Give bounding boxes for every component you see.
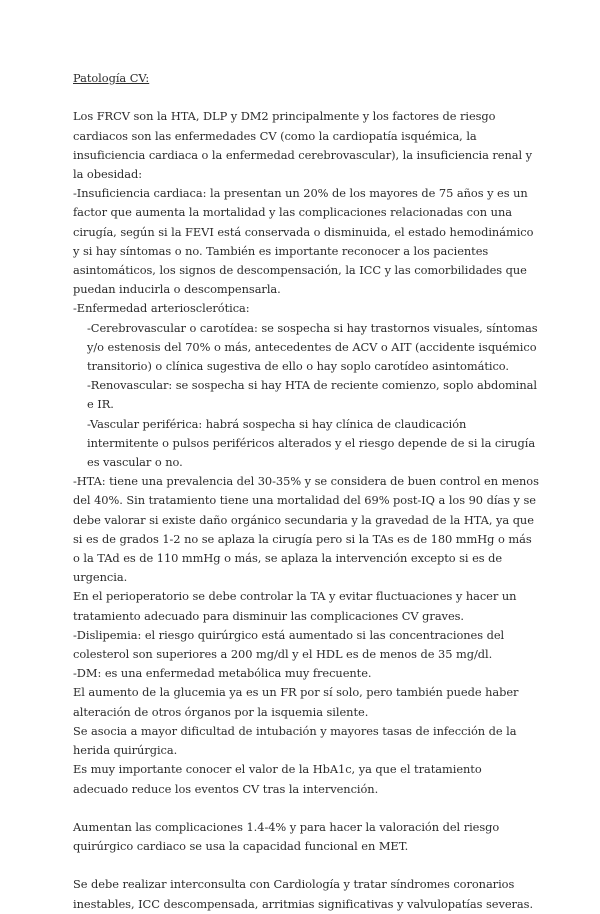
perioperatorio-paragraph: En el perioperatorio se debe controlar la TA y evitar fluctuaciones y hacer un tratamiento adecuado para disminuir las complicaciones CV graves. [73,589,517,623]
spacer [73,799,540,818]
enfermedad-arteriosclerotica-heading: -Enfermedad arteriosclerótica: [73,301,250,316]
insuficiencia-cardiaca-paragraph: -Insuficiencia cardiaca: la presentan un 20% de los mayores de 75 años y es un factor que aumenta la mortalidad y las complicaciones relacionadas con una cirugía, según si la FEVI está conservada o disminuida, el estado hemodinámico y si hay síntomas o no. También es importante reconocer a los pacientes asintomáticos, los signos de descompensación, la ICC y las comorbilidades que puedan inducirla o descompensarla. [73,186,534,297]
spacer [73,88,540,107]
hta-paragraph: -HTA: tiene una prevalencia del 30-35% y se considera de buen control en menos del 40%. Sin tratamiento tiene una mortalidad del 69% post-IQ a los 90 días y se debe valorar si existe daño orgánico secundaria y la gravedad de la HTA, ya que si es de grados 1-2 no se aplaza la cirugía pero si la TAs es de 180 mmHg o más o la TAd es de 110 mmHg o más, se aplaza la intervención excepto si es de urgencia. [73,474,539,585]
interconsulta-paragraph: Se debe realizar interconsulta con Cardiología y tratar síndromes coronarios inestables, ICC descompensada, arritmias significativas y valvulopatías severas. [73,877,534,911]
renovascular-paragraph: -Renovascular: se sospecha si hay HTA de reciente comienzo, soplo abdominal e IR. [87,378,537,412]
intro-paragraph: Los FRCV son la HTA, DLP y DM2 principalmente y los factores de riesgo cardiacos son las enfermedades CV (como la cardiopatía isquémica, la insuficiencia cardiaca o la enfermedad cerebrovascular), la insuficiencia renal y la obesidad: [73,109,533,181]
dislipemia-paragraph: -Dislipemia: el riesgo quirúrgico está aumentado si las concentraciones del colesterol son superiores a 200 mg/dl y el HDL es de menos de 35 mg/dl. [73,627,505,662]
dm-paragraph: -DM: es una enfermedad metabólica muy frecuente. [73,666,372,681]
intubacion-paragraph: Se asocia a mayor dificultad de intubación y mayores tasas de infección de la herida quirúrgica. [73,723,517,758]
cerebrovascular-paragraph: -Cerebrovascular o carotídea: se sospecha si hay trastornos visuales, síntomas y/o estenosis del 70% o más, antecedentes de ACV o AIT (accidente isquémico transitorio) o clínica sugestiva de ello o hay soplo carotídeo asintomático. [87,320,538,374]
section-title: Patología CV: [73,71,150,85]
hba1c-paragraph: Es muy importante conocer el valor de la HbA1c, ya que el tratamiento adecuado reduce los eventos CV tras la intervención. [73,762,482,796]
complicaciones-paragraph: Aumentan las complicaciones 1.4-4% y para hacer la valoración del riesgo quirúrgico cardiaco se usa la capacidad funcional en MET. [73,819,500,854]
vascular-periferica-paragraph: -Vascular periférica: habrá sospecha si hay clínica de claudicación intermitente o pulsos periféricos alterados y el riesgo depende de si la cirugía es vascular o no. [87,416,536,470]
glucemia-paragraph: El aumento de la glucemia ya es un FR por sí solo, pero también puede haber alteración de otros órganos por la isquemia silente. [73,685,519,719]
spacer [73,856,540,875]
